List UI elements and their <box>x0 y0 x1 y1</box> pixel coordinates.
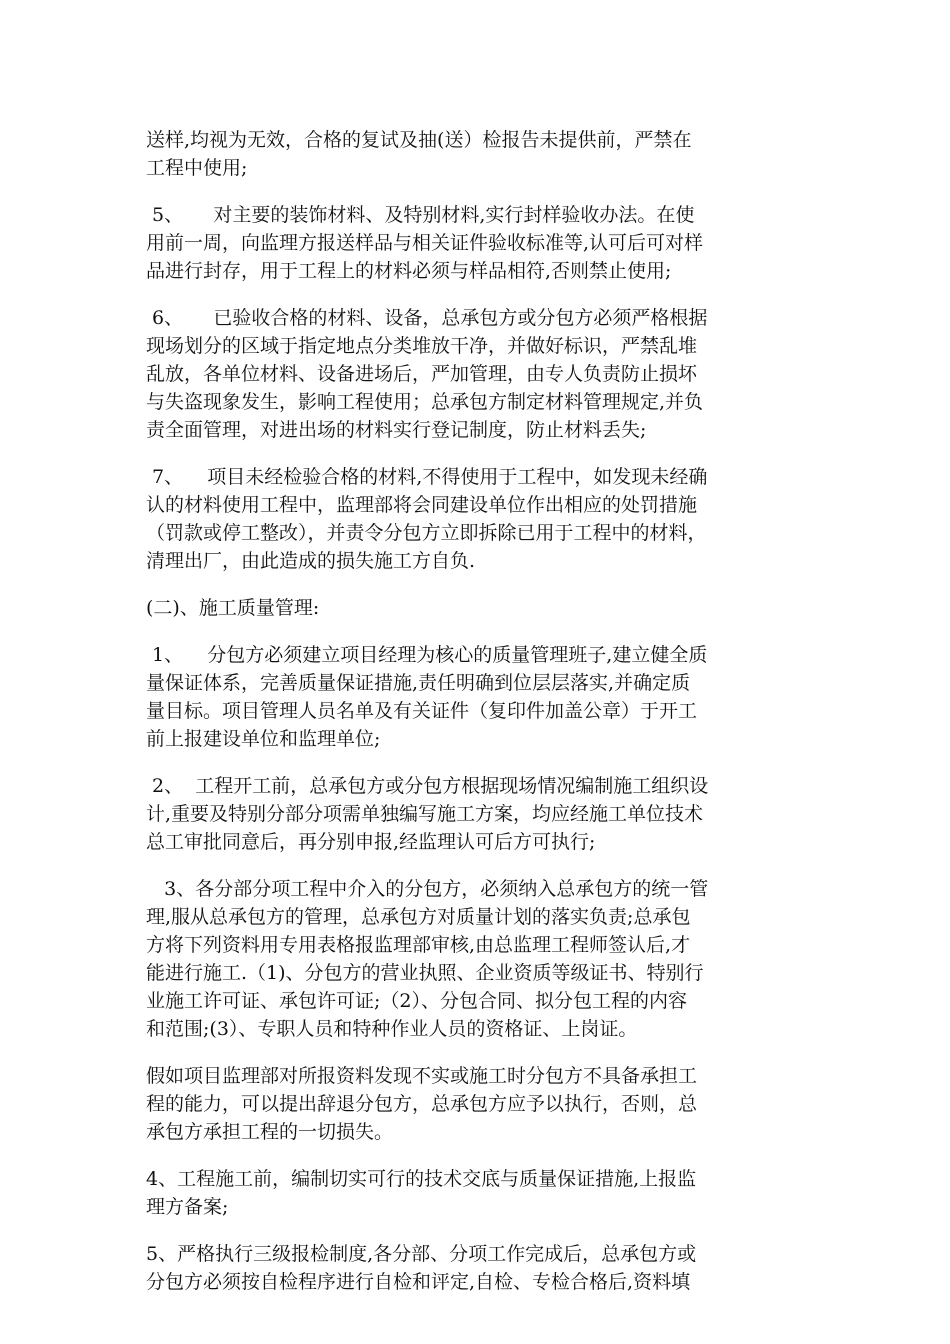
text-line: 量目标。项目管理人员名单及有关证件（复印件加盖公章）于开工 <box>146 700 698 722</box>
paragraph-quality-item-2 <box>146 772 806 856</box>
text-line: 计,重要及特别分部分项需单独编写施工方案，均应经施工单位技术 <box>146 803 704 825</box>
text-line: 现场划分的区域于指定地点分类堆放干净，并做好标识，严禁乱堆 <box>146 335 698 357</box>
text-line: 1、 分包方必须建立项目经理为核心的质量管理班子,建立健全质 <box>146 644 708 666</box>
text-line: 乱放，各单位材料、设备进场后，严加管理，由专人负责防止损坏 <box>146 363 698 385</box>
text-line: 能进行施工.（1)、分包方的营业执照、企业资质等级证书、特别行 <box>146 962 704 984</box>
paragraph-sample-testing <box>146 126 806 182</box>
text-line: 工程中使用; <box>146 157 248 179</box>
paragraph-quality-item-3 <box>146 875 806 1043</box>
text-line: 和范围;(3）、专职人员和特种作业人员的资格证、上岗证。 <box>146 1018 638 1040</box>
paragraph-item-5-sealed-samples <box>146 201 806 285</box>
text-line: 程的能力，可以提出辞退分包方，总承包方应予以执行，否则，总 <box>146 1093 698 1115</box>
text-line: 用前一周，向监理方报送样品与相关证件验收标准等,认可后可对样 <box>146 232 704 254</box>
text-line: 2、 工程开工前，总承包方或分包方根据现场情况编制施工组织设 <box>146 775 709 797</box>
text-line: 承包方承担工程的一切损失。 <box>146 1121 394 1143</box>
text-line: 送样,均视为无效，合格的复试及抽(送）检报告未提供前，严禁在 <box>146 129 692 151</box>
text-line: 责全面管理，对进出场的材料实行登记制度，防止材料丢失; <box>146 419 647 441</box>
text-line: 与失盗现象发生，影响工程使用；总承包方制定材料管理规定,并负 <box>146 391 704 413</box>
section-heading: (二)、施工质量管理: <box>146 597 320 619</box>
paragraph-quality-item-1 <box>146 641 806 753</box>
text-line: 认的材料使用工程中，监理部将会同建设单位作出相应的处罚措施 <box>146 494 698 516</box>
text-line: 业施工许可证、承包许可证;（2）、分包合同、拟分包工程的内容 <box>146 990 687 1012</box>
text-line: 量保证体系，完善质量保证措施,责任明确到位层层落实,并确定质 <box>146 672 691 694</box>
text-line: 总工审批同意后，再分别申报,经监理认可后方可执行; <box>146 831 596 853</box>
text-line: 5、 对主要的装饰材料、及特别材料,实行封样验收办法。在使 <box>146 204 695 226</box>
text-line: 清理出厂，由此造成的损失施工方自负. <box>146 550 476 572</box>
paragraph-item-7-unqualified-materials <box>146 463 806 575</box>
paragraph-quality-item-4 <box>146 1165 806 1221</box>
text-line: 7、 项目未经检验合格的材料,不得使用于工程中，如发现未经确 <box>146 466 708 488</box>
document-body <box>146 126 806 1315</box>
text-line: 理,服从总承包方的管理，总承包方对质量计划的落实负责;总承包 <box>146 906 691 928</box>
text-line: 分包方必须按自检程序进行自检和评定,自检、专检合格后,资料填 <box>146 1271 691 1293</box>
section-heading-construction-quality <box>146 594 806 622</box>
paragraph-subcontractor-dismissal <box>146 1062 806 1146</box>
text-line: 3、各分部分项工程中介入的分包方，必须纳入总承包方的统一管 <box>146 878 709 900</box>
text-line: 5、严格执行三级报检制度,各分部、分项工作完成后，总承包方或 <box>146 1243 697 1265</box>
text-line: 品进行封存，用于工程上的材料必须与样品相符,否则禁止使用; <box>146 260 672 282</box>
paragraph-quality-item-5 <box>146 1240 806 1296</box>
text-line: 理方备案; <box>146 1196 229 1218</box>
text-line: 6、 已验收合格的材料、设备，总承包方或分包方必须严格根据 <box>146 307 708 329</box>
paragraph-item-6-material-storage <box>146 304 806 444</box>
text-line: 方将下列资料用专用表格报监理部审核,由总监理工程师签认后,才 <box>146 934 691 956</box>
text-line: 假如项目监理部对所报资料发现不实或施工时分包方不具备承担工 <box>146 1065 698 1087</box>
text-line: 4、工程施工前，编制切实可行的技术交底与质量保证措施,上报监 <box>146 1168 697 1190</box>
text-line: 前上报建设单位和监理单位; <box>146 728 381 750</box>
text-line: （罚款或停工整改），并责令分包方立即拆除已用于工程中的材料， <box>146 522 707 544</box>
